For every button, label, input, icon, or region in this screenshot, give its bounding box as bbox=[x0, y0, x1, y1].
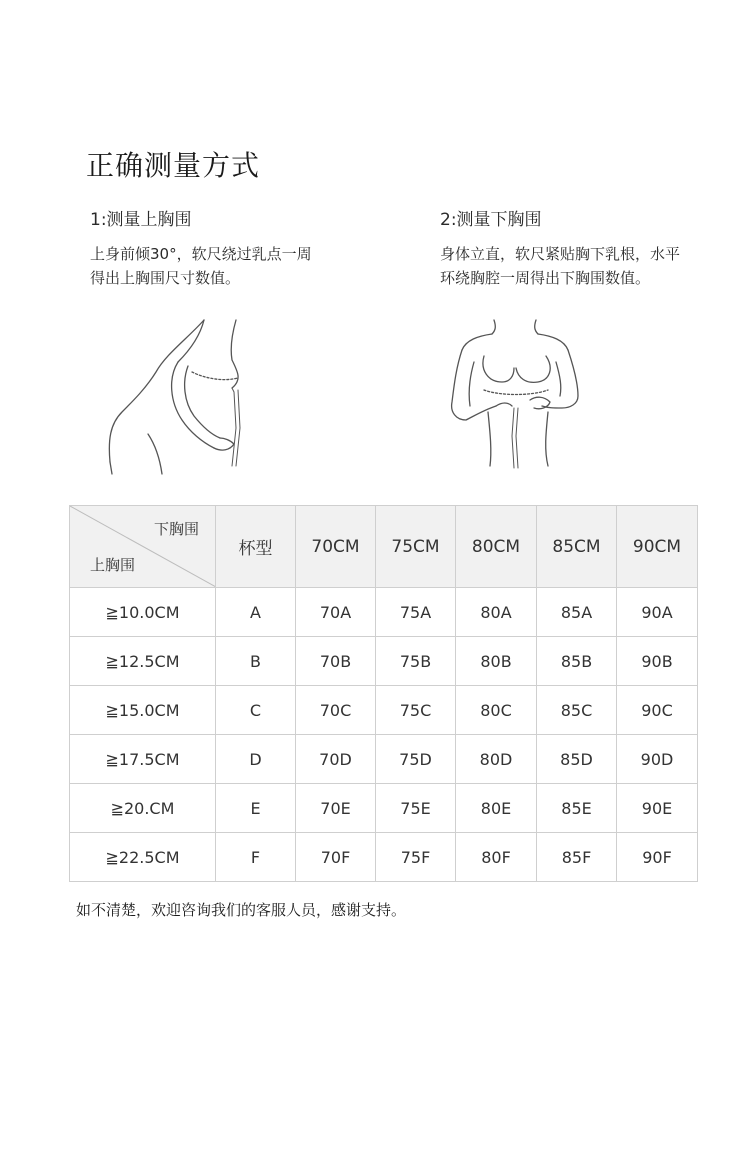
method-desc-line: 上身前倾30°，软尺绕过乳点一周 bbox=[90, 245, 312, 263]
method-desc-line: 环绕胸腔一周得出下胸围数值。 bbox=[440, 269, 651, 287]
cup-cell: C bbox=[216, 686, 296, 735]
size-cell: 70D bbox=[296, 735, 376, 784]
size-chart-table bbox=[69, 505, 698, 882]
size-cell: 70E bbox=[296, 784, 376, 833]
bust-difference-cell: ≧15.0CM bbox=[70, 686, 216, 735]
table-row bbox=[70, 588, 698, 637]
table-row bbox=[70, 833, 698, 882]
cup-cell: E bbox=[216, 784, 296, 833]
method-title: 1:测量上胸围 bbox=[90, 210, 192, 230]
size-cell: 70A bbox=[296, 588, 376, 637]
table-header-row bbox=[70, 506, 698, 588]
size-cell: 75A bbox=[376, 588, 456, 637]
size-cell: 85E bbox=[537, 784, 617, 833]
size-cell: 70F bbox=[296, 833, 376, 882]
corner-label-under-bust: 下胸围 bbox=[153, 520, 199, 538]
upper-bust-measure-icon bbox=[104, 316, 264, 476]
size-cell: 70C bbox=[296, 686, 376, 735]
table-row bbox=[70, 686, 698, 735]
cup-header: 杯型 bbox=[216, 506, 296, 588]
method-desc-line: 身体立直，软尺紧贴胸下乳根，水平 bbox=[440, 245, 681, 263]
size-cell: 90C bbox=[617, 686, 698, 735]
size-cell: 85A bbox=[537, 588, 617, 637]
band-header: 85CM bbox=[537, 506, 617, 588]
bust-difference-cell: ≧22.5CM bbox=[70, 833, 216, 882]
size-cell: 90B bbox=[617, 637, 698, 686]
size-cell: 80A bbox=[456, 588, 537, 637]
method-title: 2:测量下胸围 bbox=[440, 210, 542, 230]
size-cell: 75D bbox=[376, 735, 456, 784]
cup-cell: F bbox=[216, 833, 296, 882]
table-row bbox=[70, 784, 698, 833]
method-upper-bust bbox=[90, 208, 390, 290]
band-header: 90CM bbox=[617, 506, 698, 588]
size-cell: 90F bbox=[617, 833, 698, 882]
size-cell: 75E bbox=[376, 784, 456, 833]
size-cell: 85C bbox=[537, 686, 617, 735]
size-cell: 75F bbox=[376, 833, 456, 882]
size-cell: 85D bbox=[537, 735, 617, 784]
size-cell: 75B bbox=[376, 637, 456, 686]
table-row bbox=[70, 637, 698, 686]
band-header: 70CM bbox=[296, 506, 376, 588]
under-bust-measure-icon bbox=[444, 316, 594, 472]
size-cell: 80B bbox=[456, 637, 537, 686]
footer-note: 如不清楚，欢迎咨询我们的客服人员，感谢支持。 bbox=[76, 901, 407, 919]
size-cell: 90D bbox=[617, 735, 698, 784]
size-cell: 75C bbox=[376, 686, 456, 735]
method-under-bust bbox=[440, 208, 730, 290]
method-description bbox=[90, 242, 390, 290]
method-desc-line: 得出上胸围尺寸数值。 bbox=[90, 269, 241, 287]
bust-difference-cell: ≧17.5CM bbox=[70, 735, 216, 784]
size-cell: 80C bbox=[456, 686, 537, 735]
method-description bbox=[440, 242, 730, 290]
size-cell: 85B bbox=[537, 637, 617, 686]
cup-cell: D bbox=[216, 735, 296, 784]
size-cell: 80E bbox=[456, 784, 537, 833]
size-cell: 70B bbox=[296, 637, 376, 686]
size-cell: 90E bbox=[617, 784, 698, 833]
size-cell: 85F bbox=[537, 833, 617, 882]
table-corner-header bbox=[70, 506, 216, 588]
corner-label-upper-bust: 上胸围 bbox=[90, 556, 136, 574]
table-row bbox=[70, 735, 698, 784]
size-cell: 80D bbox=[456, 735, 537, 784]
bust-difference-cell: ≧20.CM bbox=[70, 784, 216, 833]
band-header: 75CM bbox=[376, 506, 456, 588]
size-cell: 90A bbox=[617, 588, 698, 637]
cup-cell: A bbox=[216, 588, 296, 637]
bust-difference-cell: ≧10.0CM bbox=[70, 588, 216, 637]
cup-cell: B bbox=[216, 637, 296, 686]
bust-difference-cell: ≧12.5CM bbox=[70, 637, 216, 686]
band-header: 80CM bbox=[456, 506, 537, 588]
page-title: 正确测量方式 bbox=[86, 149, 261, 182]
size-cell: 80F bbox=[456, 833, 537, 882]
